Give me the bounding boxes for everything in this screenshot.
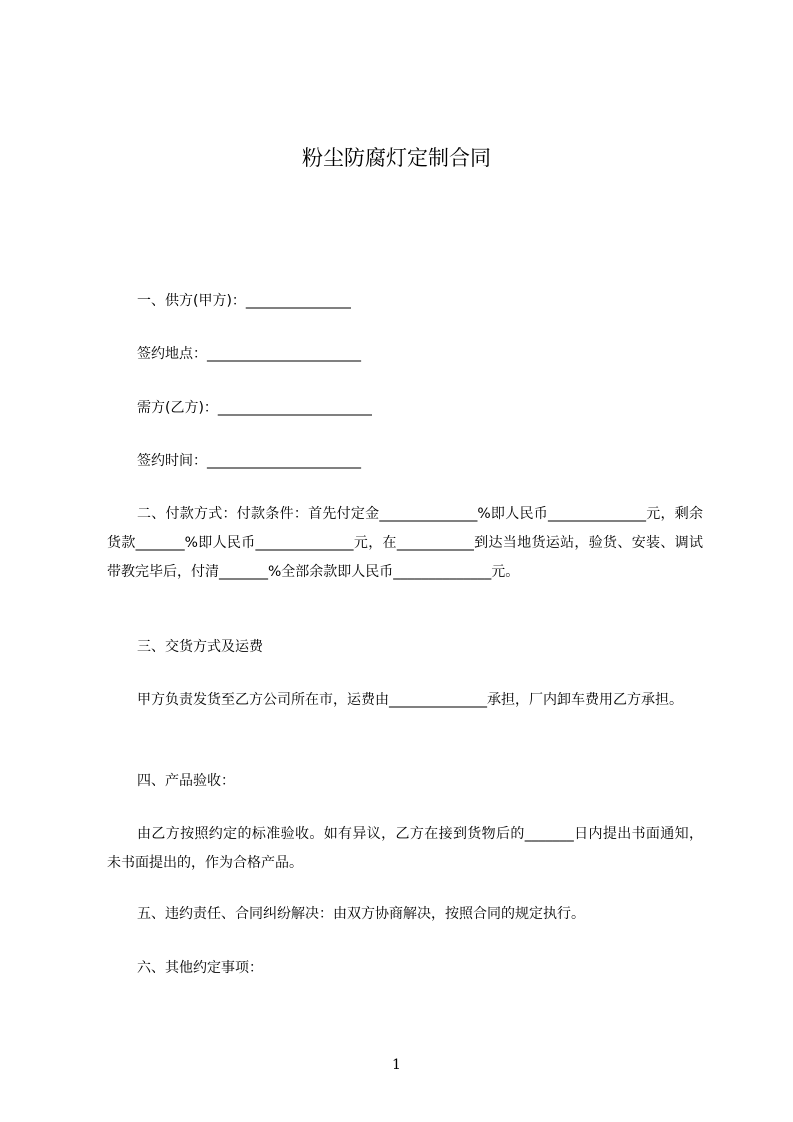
acceptance-heading: 四、产品验收： xyxy=(137,773,235,789)
liability-clause: 五、违约责任、合同纠纷解决：由双方协商解决，按照合同的规定执行。 xyxy=(137,906,585,922)
acceptance-clause: 由乙方按照约定的标准验收。如有异议，乙方在接到货物后的_______日内提出书面通知，未书面提出的，作为合格产品。 xyxy=(107,826,703,871)
payment-clause: 二、付款方式：付款条件：首先付定金______________%即人民币______________元，剩余货款_______%即人民币______________元，在___________到达当地货运站，验货、安装、调试带教完毕后，付清_______%全部余款即人民币______________元。 xyxy=(107,506,703,580)
delivery-clause: 甲方负责发货至乙方公司所在市，运费由______________承担，厂内卸车费用乙方承担。 xyxy=(137,692,683,708)
document-title: 粉尘防腐灯定制合同 xyxy=(302,146,491,170)
page-number: 1 xyxy=(392,1057,401,1073)
supplier-line: 一、供方(甲方)：_______________ xyxy=(137,293,351,309)
buyer-line: 需方(乙方)：______________________ xyxy=(137,400,372,416)
delivery-heading: 三、交货方式及运费 xyxy=(137,639,263,655)
sign-place-line: 签约地点：______________________ xyxy=(137,346,361,362)
sign-time-line: 签约时间：______________________ xyxy=(137,453,361,469)
other-terms-heading: 六、其他约定事项： xyxy=(137,960,263,976)
